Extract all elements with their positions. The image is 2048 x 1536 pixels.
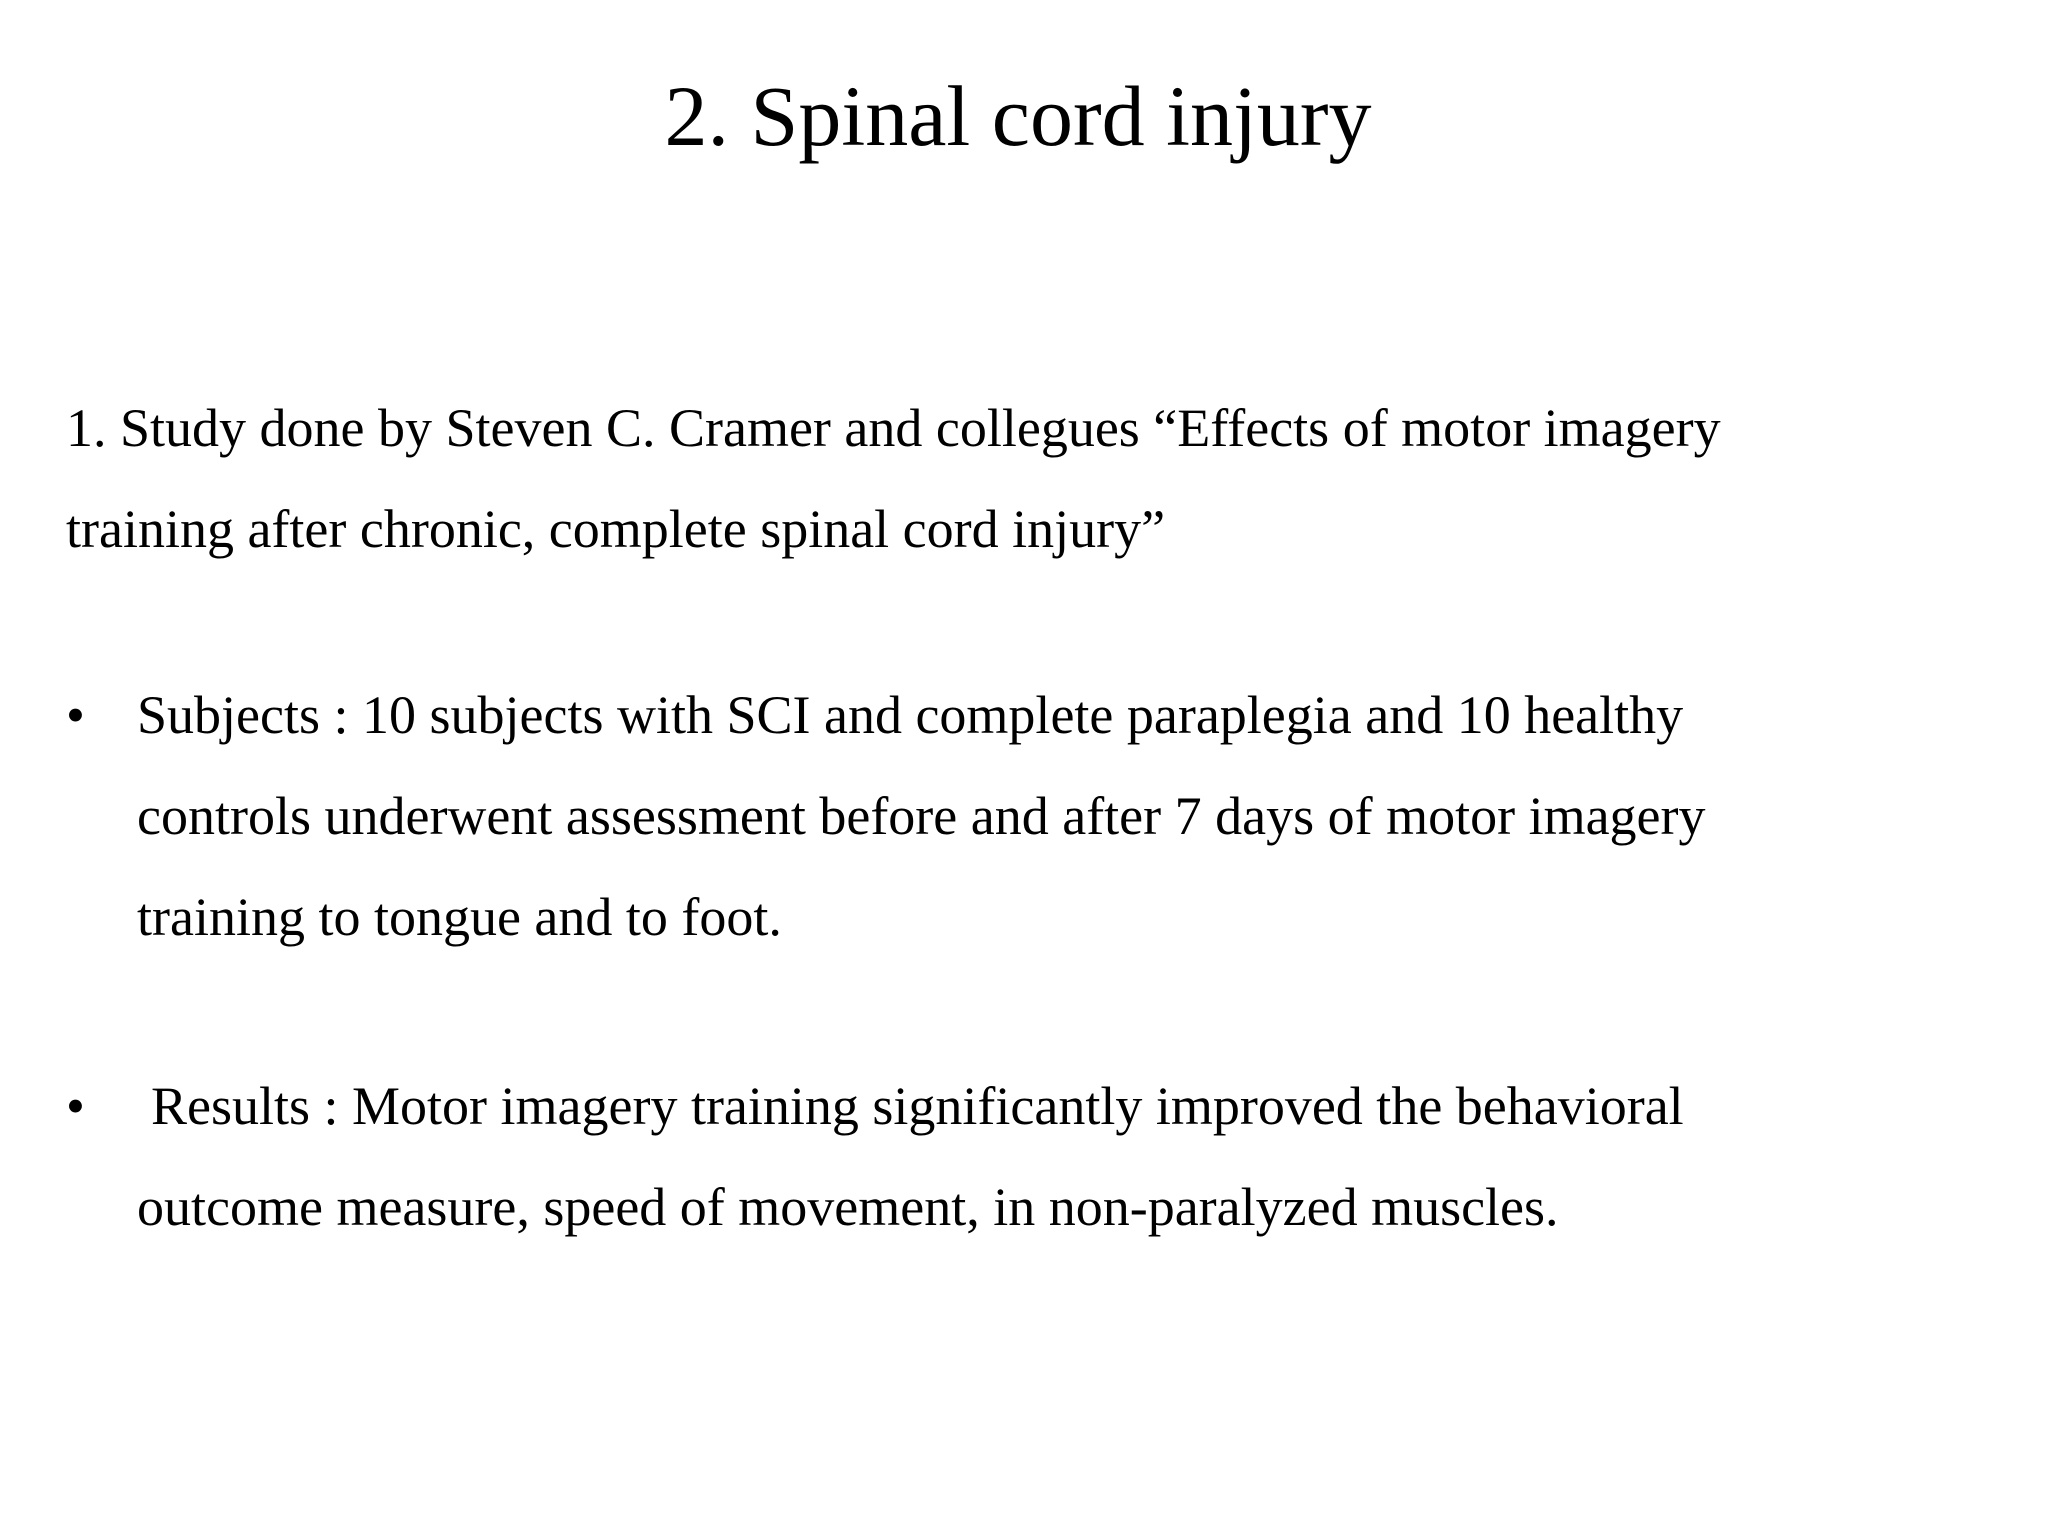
bullet-text — [137, 665, 1706, 968]
slide-title: 2. Spinal cord injury — [664, 68, 1372, 164]
bullet-text — [137, 1056, 1684, 1258]
intro-line: 1. Study done by Steven C. Cramer and collegues “Effects of motor imagery — [66, 398, 1721, 458]
bullet-marker: • — [66, 1076, 85, 1136]
bullet-line: outcome measure, speed of movement, in non-paralyzed muscles. — [137, 1177, 1559, 1237]
intro-line: training after chronic, complete spinal cord injury” — [66, 499, 1166, 559]
bullet-line: training to tongue and to foot. — [137, 887, 782, 947]
bullet-line: controls underwent assessment before and after 7 days of motor imagery — [137, 786, 1706, 846]
bullet-line: Subjects : 10 subjects with SCI and complete paraplegia and 10 healthy — [137, 685, 1684, 745]
bullet-marker: • — [66, 685, 85, 745]
bullet-line: Results : Motor imagery training significantly improved the behavioral — [151, 1076, 1684, 1136]
study-intro — [66, 378, 1966, 580]
